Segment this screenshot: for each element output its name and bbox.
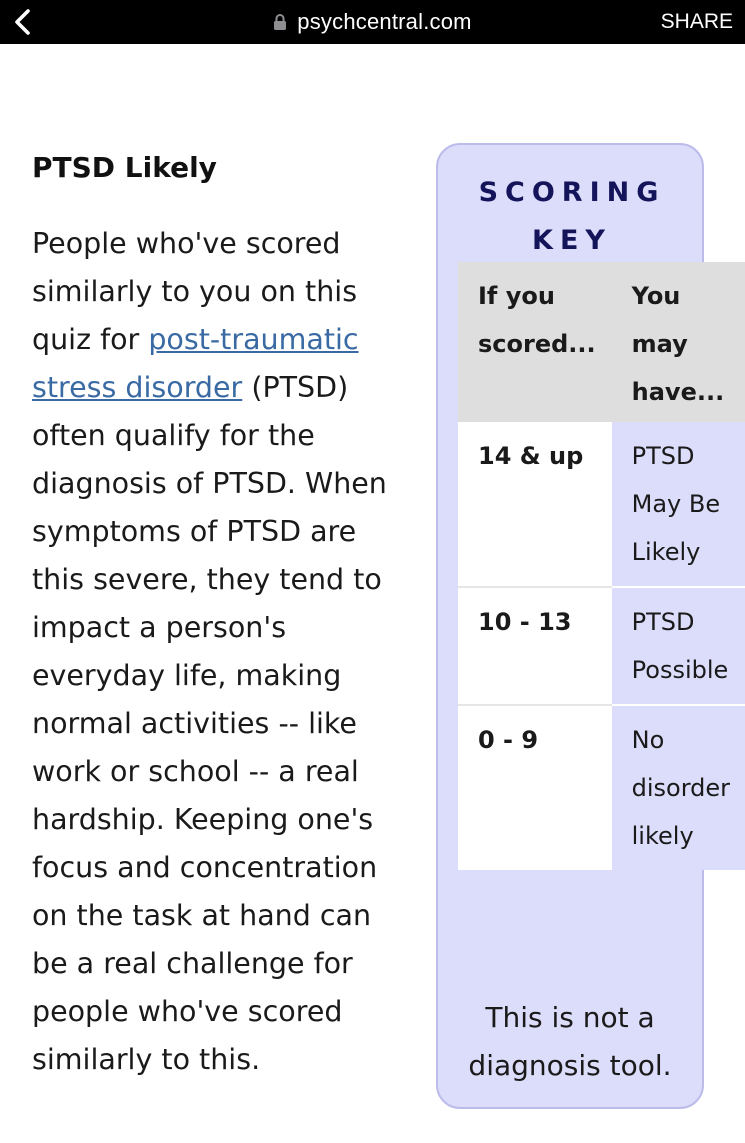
result-cell: PTSD May Be Likely <box>612 422 745 587</box>
browser-top-bar <box>0 0 745 44</box>
ptsd-link[interactable]: post-traumatic stress disorder <box>32 323 359 404</box>
url-text[interactable]: psychcentral.com <box>297 9 472 34</box>
article-content <box>32 140 412 1084</box>
result-cell: PTSD Possible <box>612 587 745 705</box>
back-button[interactable] <box>6 4 38 40</box>
score-cell: 10 - 13 <box>458 587 612 705</box>
result-cell: No disorder likely <box>612 705 745 870</box>
table-row <box>458 705 745 870</box>
column-header-score: If you scored... <box>458 262 612 422</box>
column-header-result: You may have... <box>612 262 745 422</box>
score-cell: 0 - 9 <box>458 705 612 870</box>
result-heading: PTSD Likely <box>32 151 217 184</box>
scoring-key-title: SCORING KEY <box>478 177 666 256</box>
lock-icon <box>273 13 287 31</box>
table-row <box>458 587 745 705</box>
table-header-row <box>458 262 745 422</box>
table-row <box>458 422 745 587</box>
disclaimer-note: This is not a diagnosis tool. <box>468 1001 672 1082</box>
scoring-key-table <box>458 262 745 870</box>
share-button[interactable]: SHARE <box>660 10 733 33</box>
result-description <box>32 220 412 1084</box>
description-body: (PTSD) often qualify for the diagnosis of PTSD. When symptoms of PTSD are this severe, they tend to impact a person's everyday life, making normal activities -- like work or school -- a real hardship. Keeping one's focus and concentration on the task at hand can be a real challenge for people who've scored similarly to this. <box>32 371 387 1076</box>
chevron-left-icon <box>13 8 31 36</box>
score-cell: 14 & up <box>458 422 612 587</box>
description-intro: People who've scored similarly to you on this quiz for <box>32 227 358 356</box>
